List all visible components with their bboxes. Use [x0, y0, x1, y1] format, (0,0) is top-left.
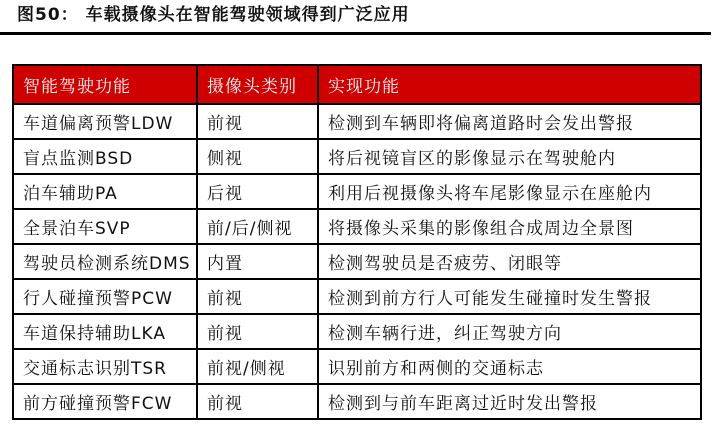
table-row — [13, 104, 701, 139]
cell-camera-type: 侧视 — [197, 139, 318, 174]
column-header-camera-type: 摄像头类别 — [197, 65, 318, 104]
cell-camera-type: 前视/侧视 — [197, 349, 318, 384]
table-row — [13, 174, 701, 209]
cell-camera-type: 前/后/侧视 — [197, 209, 318, 244]
figure-title: 图50： 车载摄像头在智能驾驶领域得到广泛应用 — [17, 5, 410, 25]
cell-camera-type: 后视 — [197, 174, 318, 209]
cell-driving-function: 前方碰撞预警FCW — [13, 384, 197, 419]
table-row — [13, 349, 701, 384]
cell-driving-function: 交通标志识别TSR — [13, 349, 197, 384]
table-row — [13, 279, 701, 314]
cell-realized-function: 检测驾驶员是否疲劳、闭眼等 — [318, 244, 701, 279]
cell-camera-type: 内置 — [197, 244, 318, 279]
cell-realized-function: 检测到与前车距离过近时发出警报 — [318, 384, 701, 419]
table-row — [13, 139, 701, 174]
cell-driving-function: 驾驶员检测系统DMS — [13, 244, 197, 279]
column-header-realized-function: 实现功能 — [318, 65, 701, 104]
cell-realized-function: 检测车辆行进，纠正驾驶方向 — [318, 314, 701, 349]
cell-driving-function: 车道偏离预警LDW — [13, 104, 197, 139]
table-row — [13, 209, 701, 244]
cell-realized-function: 将后视镜盲区的影像显示在驾驶舱内 — [318, 139, 701, 174]
cell-camera-type: 前视 — [197, 279, 318, 314]
table-body — [13, 104, 701, 419]
cell-driving-function: 全景泊车SVP — [13, 209, 197, 244]
cell-realized-function: 识别前方和两侧的交通标志 — [318, 349, 701, 384]
camera-applications-table — [12, 64, 702, 420]
cell-driving-function: 泊车辅助PA — [13, 174, 197, 209]
table-header-row — [13, 65, 701, 104]
cell-camera-type: 前视 — [197, 104, 318, 139]
cell-realized-function: 检测到车辆即将偏离道路时会发出警报 — [318, 104, 701, 139]
cell-camera-type: 前视 — [197, 314, 318, 349]
title-divider — [0, 32, 711, 35]
cell-driving-function: 盲点监测BSD — [13, 139, 197, 174]
table-row — [13, 384, 701, 419]
cell-driving-function: 车道保持辅助LKA — [13, 314, 197, 349]
table-row — [13, 244, 701, 279]
column-header-driving-function: 智能驾驶功能 — [13, 65, 197, 104]
table-row — [13, 314, 701, 349]
cell-realized-function: 利用后视摄像头将车尾影像显示在座舱内 — [318, 174, 701, 209]
cell-camera-type: 前视 — [197, 384, 318, 419]
cell-realized-function: 将摄像头采集的影像组合成周边全景图 — [318, 209, 701, 244]
cell-realized-function: 检测到前方行人可能发生碰撞时发生警报 — [318, 279, 701, 314]
cell-driving-function: 行人碰撞预警PCW — [13, 279, 197, 314]
